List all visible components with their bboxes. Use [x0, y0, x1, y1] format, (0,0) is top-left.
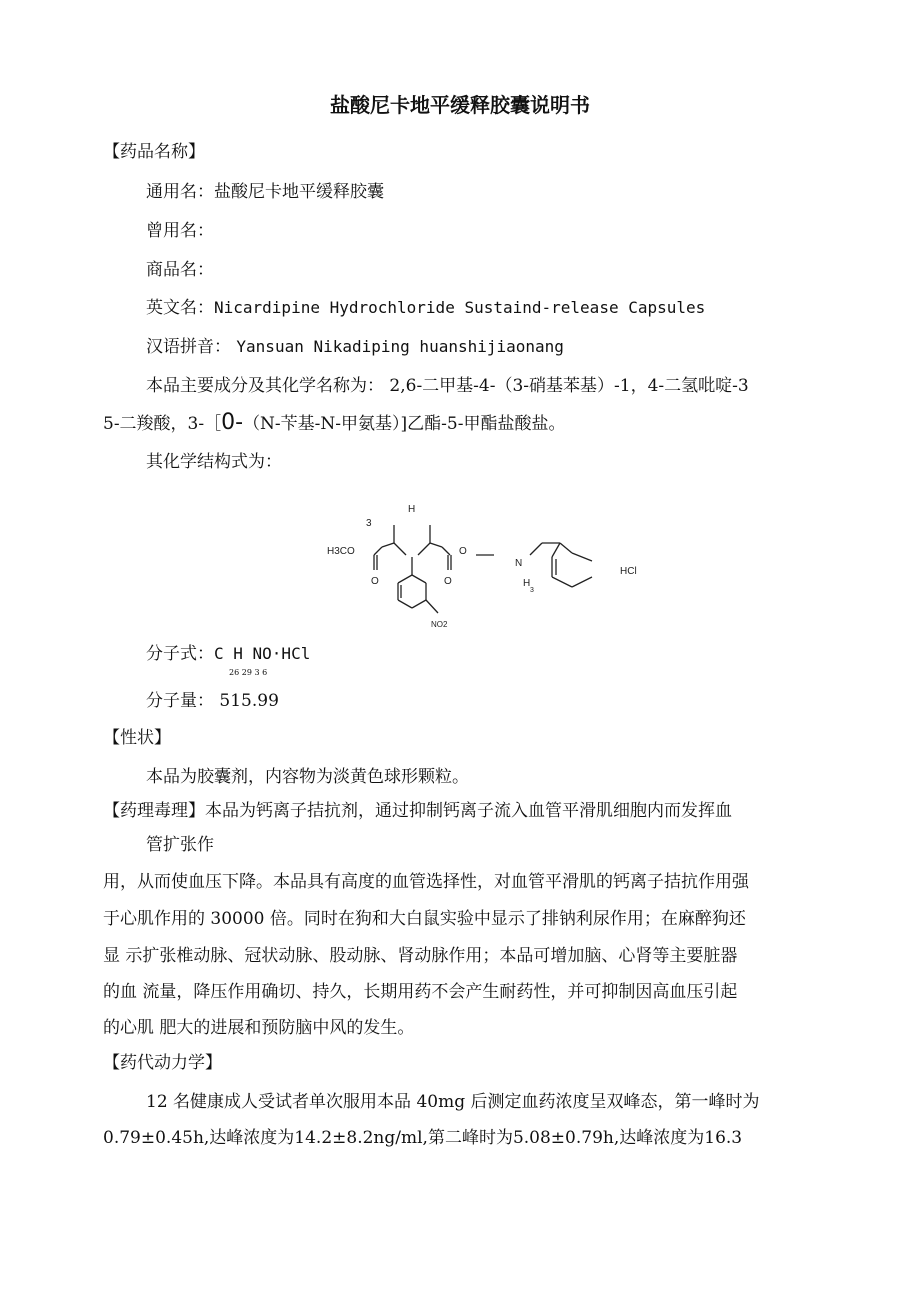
properties-text: 本品为胶囊剂，内容物为淡黄色球形颗粒。 [146, 767, 469, 787]
formula-label: 分子式： [146, 644, 214, 664]
formula-value: C H NO·HCl [214, 644, 311, 663]
pharmacology-line-5: 显 示扩张椎动脉、冠状动脉、股动脉、肾动脉作用；本品可增加脑、心肾等主要脏器 [103, 946, 738, 966]
struct-h3-sub: 3 [530, 587, 534, 594]
section-header-pharmacology: 【药理毒理】 [103, 801, 205, 821]
pharmacology-line-7: 的心肌 肥大的进展和预防脑中风的发生。 [103, 1018, 415, 1038]
structure-svg [326, 495, 686, 640]
weight-value: 515.99 [219, 691, 279, 711]
pharmacokinetics-line-2: 0.79±0.45h,达峰浓度为14.2±8.2ng/ml,第二峰时为5.08±0.79h,达峰浓度为16.3 [103, 1128, 743, 1148]
chemical-structure-figure [326, 495, 686, 640]
struct-n-label: N [515, 558, 523, 569]
struct-three-label: 3 [366, 518, 372, 529]
struct-hcl-label: HCl [620, 566, 637, 577]
formula-subscripts: 26 29 3 6 [229, 668, 268, 677]
section-header-properties: 【性状】 [103, 728, 171, 748]
struct-o-right: O [444, 576, 452, 587]
pharmacology-line-1 [103, 800, 732, 822]
structure-label: 其化学结构式为： [146, 452, 282, 472]
generic-name: 通用名：盐酸尼卡地平缓释胶囊 [146, 182, 384, 202]
struct-no2-label: NO2 [431, 620, 448, 629]
pharmacokinetics-line-1: 12 名健康成人受试者单次服用本品 40mg 后测定血药浓度呈双峰态，第一峰时为 [146, 1092, 760, 1112]
pharmacology-line-3: 用，从而使血压下降。本品具有高度的血管选择性，对血管平滑肌的钙离子拮抗作用强 [103, 872, 749, 892]
pinyin-name [146, 336, 564, 358]
section-header-drug-name: 【药品名称】 [103, 142, 205, 162]
pharmacology-line-4: 于心肌作用的 30000 倍。同时在狗和大白鼠实验中显示了排钠利尿作用；在麻醉狗还 [103, 909, 746, 929]
chem-line2-part-a: 5-二羧酸，3-［ [103, 414, 222, 434]
struct-h-label: H [408, 504, 416, 515]
trade-name: 商品名： [146, 260, 214, 280]
struct-h3co-label: H3CO [327, 546, 355, 557]
formula-line [146, 643, 310, 665]
weight-label: 分子量： [146, 691, 214, 711]
former-name: 曾用名： [146, 221, 214, 241]
pharmacology-line-2: 管扩张作 [146, 835, 214, 855]
chemical-name-line-2 [103, 412, 565, 435]
weight-line [146, 690, 279, 712]
pinyin-value: Yansuan Nikadiping huanshijiaonang [236, 337, 564, 356]
document-title: 盐酸尼卡地平缓释胶囊说明书 [330, 93, 590, 117]
chemical-name-line-1: 本品主要成分及其化学名称为： 2,6-二甲基-4-（3-硝基苯基）-1，4-二氢吡啶-3 [146, 376, 749, 396]
chem-line2-part-c: （N-苄基-N-甲氨基）]乙酯-5-甲酯盐酸盐。 [243, 414, 566, 434]
english-name [146, 297, 705, 319]
english-name-label: 英文名： [146, 298, 214, 318]
pinyin-label: 汉语拼音： [146, 337, 231, 357]
english-name-value: Nicardipine Hydrochloride Sustaind-release Capsules [214, 298, 706, 317]
struct-ester-o: O [459, 546, 467, 557]
section-header-pharmacokinetics: 【药代动力学】 [103, 1053, 222, 1073]
pharm-text-1: 本品为钙离子拮抗剂，通过抑制钙离子流入血管平滑肌细胞内而发挥血 [205, 801, 732, 821]
pharmacology-line-6: 的血 流量，降压作用确切、持久，长期用药不会产生耐药性，并可抑制因高血压引起 [103, 982, 738, 1002]
struct-o-left: O [371, 576, 379, 587]
struct-h3-label: H [523, 578, 531, 589]
chem-line2-part-b: 0- [221, 410, 244, 435]
